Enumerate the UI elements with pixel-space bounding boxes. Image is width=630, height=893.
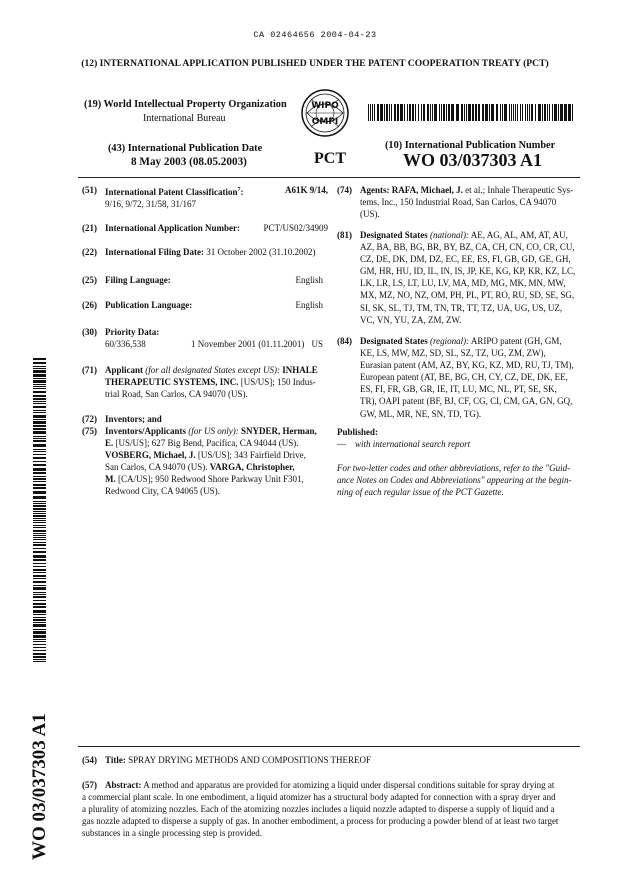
barcode-bar	[33, 366, 46, 367]
field-30: (30) Priority Data: 60/336,538 1 November 2001 (01.11.2001) US	[82, 327, 323, 350]
barcode-bar	[33, 641, 46, 642]
barcode-bar	[33, 380, 46, 383]
barcode-bar	[513, 104, 514, 121]
barcode-bar	[529, 104, 530, 121]
barcode-bar	[421, 104, 422, 121]
barcode-bar	[33, 566, 46, 567]
barcode-bar	[434, 104, 437, 121]
barcode-bar	[554, 104, 557, 121]
barcode-bar	[466, 104, 467, 121]
svg-text:OMPI: OMPI	[311, 117, 339, 127]
barcode-bar	[380, 104, 383, 121]
barcode-bar	[496, 104, 498, 121]
barcode-bar	[33, 606, 46, 608]
barcode-bar	[33, 401, 46, 402]
bottom-divider	[78, 746, 580, 747]
barcode-bar	[432, 104, 433, 121]
barcode-bar	[33, 629, 46, 630]
barcode-bar	[568, 104, 571, 121]
barcode-bar	[504, 104, 507, 121]
top-divider	[78, 177, 580, 178]
barcode-bar	[412, 104, 414, 121]
field-51: (51) International Patent Classification$^7$: A61K 9/14, 9/16, 9/72, 31/58, 31/167	[82, 185, 328, 210]
barcode-bar	[33, 647, 46, 648]
barcode-bar	[558, 104, 559, 121]
barcode-bar	[397, 104, 399, 121]
barcode-bar	[394, 104, 396, 121]
barcode-bar	[33, 659, 46, 660]
barcode-bar	[33, 569, 46, 571]
field-57: (57) Abstract: A method and apparatus are provided for atomizing a liquid under dispersal conditions suitable for spray drying at a commercial plant scale. In one embodiment, a liquid atomizer has a structural body adapted for connection with a spray dryer and a plurality of atomizing nozzles. Each of the atomizing nozzles includes a liquid nozzle adapted to disperse a supply of liquid and a gas nozzle adapted to disperse a supply of gas. In another embodiment, a process for producing a powder blend of at least two target substances in a single processing step is provided.	[82, 780, 559, 839]
barcode-bar	[33, 461, 46, 462]
barcode-bar	[33, 444, 46, 447]
barcode-bar	[500, 104, 501, 121]
barcode-bar	[549, 104, 550, 121]
barcode-bar	[448, 104, 450, 121]
barcode-bar	[33, 639, 46, 640]
barcode-bar	[389, 104, 390, 121]
barcode-bar	[33, 501, 46, 502]
barcode-bar	[374, 104, 375, 121]
svg-text:WIPO: WIPO	[311, 101, 339, 111]
barcode-bar	[552, 104, 553, 121]
field-75: (75) Inventors/Applicants (for US only): SNYDER, Herman, E. [US/US]; 627 Big Bend, Pacifica, CA 94044 (US). VOSBERG, Michael, J. [US/US]; 343 Fairfield Drive, San Carlos, CA 94070 (US). VARGA, Christopher, M. [CA/US]; 950 Redwood Shore Parkway Unit F301, Redwood City, CA 94065 (US).	[82, 426, 317, 497]
barcode-bar	[33, 403, 46, 404]
barcode-bar	[468, 104, 471, 121]
barcode-bar	[391, 104, 392, 121]
barcode-bar	[33, 425, 46, 427]
wipo-logo	[301, 89, 349, 137]
org-name-line: (19) World Intellectual Property Organization	[84, 99, 287, 110]
barcode-bar	[33, 544, 46, 546]
barcode-bar	[33, 513, 46, 514]
field-74: (74) Agents: RAFA, Michael, J. et al.; Inhale Therapeutic Sys- tems, Inc., 150 Industrial Road, San Carlos, CA 94070 (US).	[337, 185, 574, 220]
barcode-bar	[33, 431, 46, 434]
barcode-bar	[456, 104, 459, 121]
document-header-id: CA 02464656 2004-04-23	[253, 30, 377, 40]
barcode-bar	[33, 508, 46, 510]
barcode-bar	[33, 518, 46, 519]
barcode-bar	[430, 104, 431, 121]
barcode-bar	[33, 572, 46, 573]
barcode-bar	[33, 395, 46, 397]
field-21: (21) International Application Number: PCT/US02/34909	[82, 223, 328, 233]
pub-number-value: WO 03/037303 A1	[403, 150, 543, 170]
barcode-bar	[33, 594, 46, 595]
barcode-bar	[33, 384, 46, 385]
barcode-bar	[475, 104, 477, 121]
barcode-bar	[517, 104, 518, 121]
barcode-bar	[542, 104, 543, 121]
barcode-bar	[33, 535, 46, 536]
barcode-bar	[33, 451, 46, 452]
barcode-bar	[33, 374, 46, 377]
barcode-bar	[515, 104, 516, 121]
barcode-bar	[478, 104, 480, 121]
barcode-bar	[33, 391, 46, 393]
barcode-bar	[33, 533, 46, 534]
barcode-bar	[485, 104, 488, 121]
barcode-bar	[423, 104, 425, 121]
treaty-title: (12) INTERNATIONAL APPLICATION PUBLISHED UNDER THE PATENT COOPERATION TREATY (PCT)	[81, 58, 549, 69]
barcode-bar	[443, 104, 445, 121]
barcode-bar	[489, 104, 490, 121]
barcode-bar	[33, 505, 46, 507]
field-26: (26) Publication Language: English	[82, 300, 323, 310]
barcode-bar	[441, 104, 442, 121]
barcode-bar	[439, 104, 440, 121]
barcode-bar	[33, 481, 46, 482]
barcode-bar	[33, 454, 46, 455]
bureau-name: International Bureau	[143, 113, 226, 124]
barcode-bar	[33, 585, 46, 586]
field-72: (72) Inventors; and	[82, 414, 162, 424]
barcode-bar	[446, 104, 447, 121]
barcode-bar	[33, 398, 46, 400]
barcode-bar	[33, 428, 46, 430]
barcode-bar	[33, 622, 46, 623]
barcode-bar	[33, 388, 46, 389]
barcode-bar	[33, 631, 46, 634]
barcode-bar	[415, 104, 416, 121]
barcode-bar	[461, 104, 463, 121]
field-81: (81) Designated States (national): AE, AG, AL, AM, AT, AU, AZ, BA, BB, BG, BR, BY, BZ, CA, CH, CN, CO, CR, CU, CZ, DE, DK, DM, DZ, EC, EE, ES, FI, GB, GD, GE, GH, GM, HR, HU, ID, IL, IN, IS, JP, KE, KG, KP, KR, KZ, LC, LK, LR, LS, LT, LU, LV, MA, MD, MG, MK, MN, MW, MX, MZ, NO, NZ, OM, PH, PL, PT, RO, RU, SD, SE, SG, SI, SK, SL, TJ, TM, TN, TR, TT, TZ, UA, UG, US, UZ, VC, VN, YU, ZA, ZM, ZW.	[337, 230, 576, 325]
wipo-seal-icon	[301, 89, 349, 137]
barcode-bar	[33, 520, 46, 521]
barcode-bar	[33, 386, 46, 387]
barcode-bar	[525, 104, 526, 121]
barcode-bar	[33, 600, 46, 601]
barcode-bar	[33, 436, 46, 437]
barcode-bar	[409, 104, 411, 121]
barcode-bar	[33, 614, 46, 615]
barcode-bar	[527, 104, 528, 121]
barcode-bar	[33, 581, 46, 583]
barcode-bar	[33, 419, 46, 420]
barcode-bar	[33, 587, 46, 590]
barcode-bar	[33, 410, 46, 411]
barcode-bar	[33, 603, 46, 605]
barcode-bar	[33, 440, 46, 442]
barcode-bar	[33, 527, 46, 528]
barcode-bar	[33, 592, 46, 593]
barcode-bar	[464, 104, 465, 121]
barcode-bar	[33, 644, 46, 645]
pub-number-label: (10) International Publication Number	[385, 140, 556, 151]
pub-date-label: (43) International Publication Date	[108, 143, 263, 154]
barcode-bar	[384, 104, 385, 121]
barcode-bar	[544, 104, 546, 121]
barcode-bar	[33, 449, 46, 450]
barcode-bar	[572, 104, 573, 121]
barcode-bar	[377, 104, 379, 121]
barcode-bar	[370, 104, 371, 121]
barcode-bar	[33, 406, 46, 408]
pub-date-value: 8 May 2003 (08.05.2003)	[131, 156, 247, 168]
barcode-bar	[33, 559, 46, 561]
barcode-bar	[564, 104, 567, 121]
barcode-bar	[407, 104, 408, 121]
barcode-bar	[33, 530, 46, 532]
barcode-bar	[404, 104, 405, 121]
barcode-bar	[33, 555, 46, 558]
guidance-note: For two-letter codes and other abbreviations, refer to the "Guid- ance Notes on Codes and Abbreviations" appearing at the begin- ning of each regular issue of the PCT Gazette.	[337, 463, 572, 498]
barcode-bar	[33, 575, 46, 577]
barcode-bar	[33, 378, 46, 379]
barcode-bar	[33, 370, 46, 373]
barcode-bar	[33, 472, 46, 474]
barcode-bar	[547, 104, 548, 121]
barcode-bar	[33, 551, 46, 553]
barcode-bar	[33, 619, 46, 621]
barcode-bar	[33, 548, 46, 549]
publication-barcode	[368, 104, 574, 121]
field-71: (71) Applicant (for all designated States except US): INHALE THERAPEUTIC SYSTEMS, INC. [US/US]; 150 Indus- trial Road, San Carlos, CA 94070 (US).	[82, 365, 318, 400]
barcode-bar	[502, 104, 503, 121]
barcode-bar	[33, 650, 46, 651]
barcode-bar	[33, 412, 46, 413]
barcode-bar	[33, 464, 46, 466]
barcode-bar	[33, 484, 46, 486]
barcode-bar	[33, 563, 46, 564]
barcode-bar	[33, 362, 46, 364]
barcode-bar	[33, 503, 46, 504]
field-22: (22) International Filing Date: 31 October 2002 (31.10.2002)	[82, 247, 316, 257]
barcode-bar	[33, 457, 46, 459]
barcode-bar	[418, 104, 419, 121]
barcode-bar	[33, 539, 46, 540]
field-54: (54) Title: SPRAY DRYING METHODS AND COMPOSITIONS THEREOF	[82, 755, 372, 765]
side-barcode	[33, 358, 46, 662]
barcode-bar	[33, 610, 46, 613]
barcode-bar	[491, 104, 494, 121]
barcode-bar	[427, 104, 429, 121]
barcode-bar	[482, 104, 484, 121]
barcode-bar	[33, 542, 46, 543]
barcode-bar	[522, 104, 523, 121]
barcode-bar	[511, 104, 512, 121]
barcode-bar	[33, 496, 46, 499]
barcode-bar	[33, 368, 46, 369]
barcode-bar	[33, 511, 46, 512]
field-84: (84) Designated States (regional): ARIPO patent (GH, GM, KE, LS, MW, MZ, SD, SL, SZ, TZ, UG, ZM, ZW), Eurasian patent (AM, AZ, BY, KG, KZ, MD, RU, TJ, TM), European patent (AT, BE, BG, CH, CY, CZ, DE, DK, EE, ES, FI, FR, GB, GR, IE, IT, LU, MC, NL, PT, SE, SK, TR), OAPI patent (BF, BJ, CF, CG, CI, CM, GA, GN, GQ, GW, ML, MR, NE, SN, TD, TG).	[337, 336, 574, 419]
published-section: Published: — with international search report	[337, 427, 471, 450]
barcode-bar	[531, 104, 533, 121]
barcode-bar	[368, 104, 369, 121]
barcode-bar	[33, 491, 46, 494]
barcode-bar	[33, 487, 46, 489]
barcode-bar	[33, 468, 46, 471]
barcode-bar	[535, 104, 536, 121]
barcode-bar	[33, 656, 46, 658]
barcode-bar	[33, 578, 46, 579]
barcode-bar	[33, 522, 46, 523]
barcode-bar	[33, 624, 46, 627]
barcode-bar	[33, 358, 46, 360]
barcode-bar	[33, 596, 46, 598]
barcode-bar	[472, 104, 474, 121]
barcode-bar	[33, 478, 46, 480]
barcode-bar	[33, 438, 46, 439]
barcode-bar	[538, 104, 541, 121]
barcode-bar	[33, 525, 46, 526]
barcode-bar	[33, 661, 46, 662]
barcode-bar	[33, 653, 46, 655]
side-pub-number: WO 03/037303 A1	[29, 713, 50, 860]
pct-label: PCT	[314, 150, 346, 167]
barcode-bar	[33, 515, 46, 517]
barcode-bar	[33, 537, 46, 538]
barcode-bar	[560, 104, 563, 121]
barcode-bar	[33, 635, 46, 638]
barcode-bar	[372, 104, 373, 121]
barcode-bar	[33, 415, 46, 418]
barcode-bar	[509, 104, 510, 121]
barcode-bar	[33, 421, 46, 424]
barcode-bar	[33, 476, 46, 477]
barcode-bar	[33, 617, 46, 618]
barcode-bar	[520, 104, 521, 121]
barcode-bar	[451, 104, 454, 121]
barcode-bar	[386, 104, 388, 121]
barcode-bar	[400, 104, 403, 121]
field-25: (25) Filing Language: English	[82, 275, 323, 285]
